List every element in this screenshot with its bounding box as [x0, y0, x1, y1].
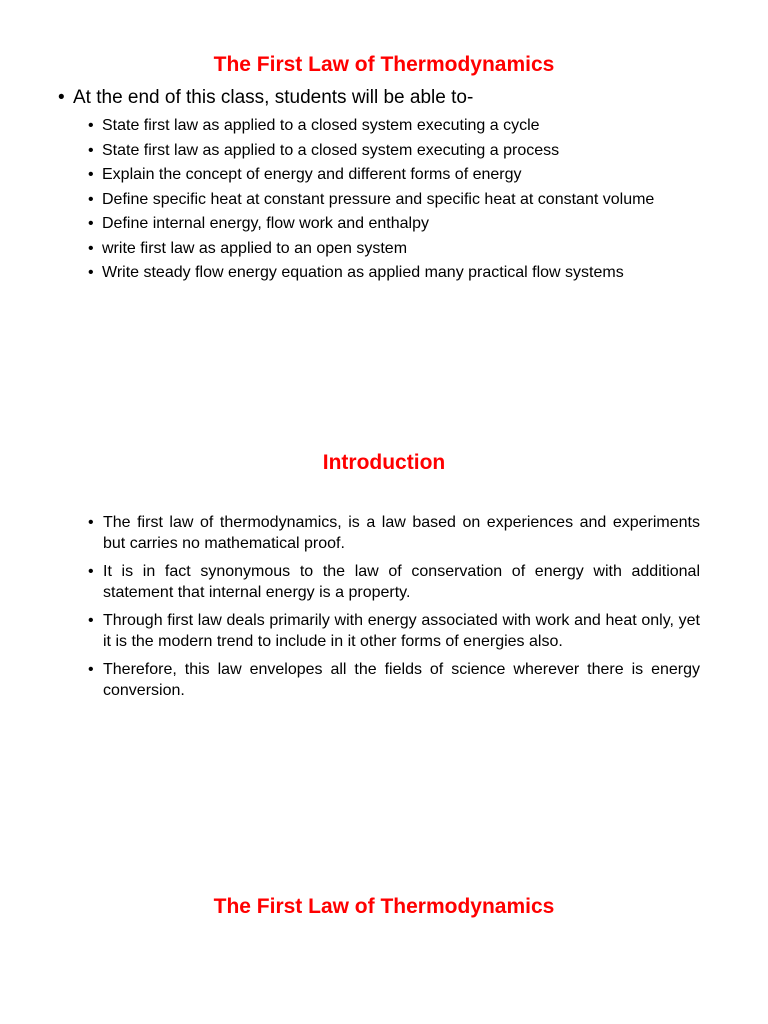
bullet-icon: •: [88, 190, 94, 208]
intro-text: The first law of thermodynamics, is a law based on experiences and experiments but carries no mathematical proof.: [103, 514, 700, 552]
objective-text: State first law as applied to a closed system executing a cycle: [102, 117, 540, 134]
list-item: [88, 261, 748, 286]
bullet-icon: •: [88, 514, 94, 531]
bullet-icon: •: [88, 264, 94, 281]
bullet-icon: •: [88, 215, 94, 232]
objective-text: Explain the concept of energy and different forms of energy: [102, 166, 522, 183]
objective-text: State first law as applied to a closed system executing a process: [102, 141, 560, 159]
intro-text: Through first law deals primarily with energy associated with work and heat only, yet it is the modern trend to include in it other forms of energies also.: [103, 612, 700, 650]
objectives-lead: [58, 86, 473, 110]
section-title-first-law: The First Law of Thermodynamics: [213, 53, 555, 76]
list-item: [88, 561, 700, 603]
bullet-icon: •: [88, 563, 94, 580]
list-item: [88, 163, 748, 188]
list-item: [88, 237, 748, 262]
objective-text: Define internal energy, flow work and enthalpy: [102, 215, 429, 232]
bullet-icon: •: [88, 239, 94, 257]
list-item: [88, 139, 748, 164]
section-title-introduction: Introduction: [322, 451, 446, 474]
bullet-icon: •: [88, 117, 94, 134]
objective-text: write first law as applied to an open system: [102, 239, 408, 257]
objectives-lead-text: At the end of this class, students will be able to-: [73, 87, 474, 108]
list-item: [88, 659, 700, 701]
objective-text: Define specific heat at constant pressure and specific heat at constant volume: [102, 190, 655, 208]
objectives-list: [88, 114, 748, 286]
intro-text: Therefore, this law envelopes all the fields of science wherever there is energy conversion.: [103, 661, 700, 699]
section-title-first-law-repeat: The First Law of Thermodynamics: [213, 895, 555, 918]
list-item: [88, 212, 748, 237]
list-item: [88, 188, 748, 213]
list-item: [88, 610, 700, 652]
bullet-icon: •: [58, 87, 65, 108]
bullet-icon: •: [88, 166, 94, 183]
objective-text: Write steady flow energy equation as applied many practical flow systems: [102, 264, 624, 281]
bullet-icon: •: [88, 141, 94, 159]
bullet-icon: •: [88, 612, 94, 629]
list-item: [88, 114, 748, 139]
list-item: [88, 512, 700, 554]
intro-text: It is in fact synonymous to the law of conservation of energy with additional statement that internal energy is a property.: [103, 563, 700, 601]
introduction-list: [88, 512, 700, 708]
bullet-icon: •: [88, 661, 94, 678]
